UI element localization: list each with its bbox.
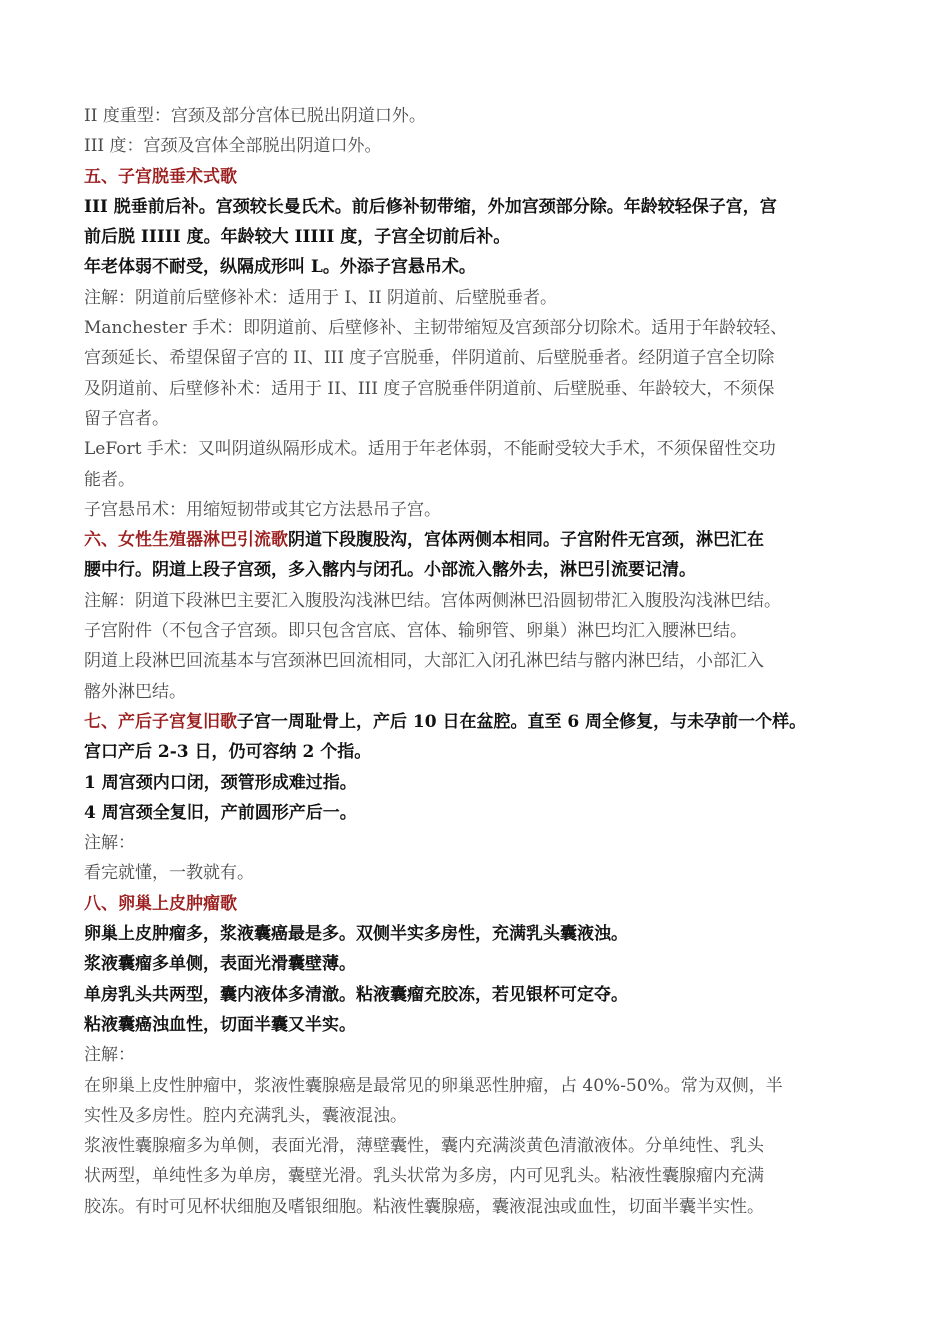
note-line: 子宫附件（不包含子宫颈。即只包含宫底、宫体、输卵管、卵巢）淋巴均汇入腰淋巴结。 xyxy=(84,621,747,642)
note-line: 阴道上段淋巴回流基本与宫颈淋巴回流相同，大部汇入闭孔淋巴结与髂内淋巴结，小部汇入 xyxy=(84,651,764,672)
note-line: III 度：宫颈及宫体全部脱出阴道口外。 xyxy=(84,136,382,157)
section-heading: 七、产后子宫复旧歌 xyxy=(84,711,237,732)
verse-line: 卵巢上皮肿瘤多，浆液囊癌最是多。双侧半实多房性，充满乳头囊液浊。 xyxy=(84,924,628,945)
note-line: 实性及多房性。腔内充满乳头，囊液混浊。 xyxy=(84,1105,407,1126)
verse-line: III 脱垂前后补。宫颈较长曼氏术。前后修补韧带缩，外加宫颈部分除。年龄较轻保子宫，宫 xyxy=(84,196,777,217)
note-line: 浆液性囊腺瘤多为单侧，表面光滑，薄壁囊性，囊内充满淡黄色清澈液体。分单纯性、乳头 xyxy=(84,1136,764,1157)
note-line: 注解：阴道下段淋巴主要汇入腹股沟浅淋巴结。宫体两侧淋巴沿圆韧带汇入腹股沟浅淋巴结。 xyxy=(84,590,781,611)
section-heading: 六、女性生殖器淋巴引流歌 xyxy=(84,530,288,551)
verse-line: 宫口产后 2-3 日，仍可容纳 2 个指。 xyxy=(84,742,372,763)
note-line: 状两型，单纯性多为单房，囊壁光滑。乳头状常为多房，内可见乳头。粘液性囊腺瘤内充满 xyxy=(84,1166,764,1187)
section-heading-line xyxy=(84,707,884,737)
verse-line: 1 周宫颈内口闭，颈管形成难过指。 xyxy=(84,772,357,793)
section-heading: 八、卵巢上皮肿瘤歌 xyxy=(84,893,237,914)
note-line: 看完就懂，一教就有。 xyxy=(84,863,254,884)
verse-line: 前后脱 IIIII 度。年龄较大 IIIII 度，子宫全切前后补。 xyxy=(84,227,511,248)
section-heading-line xyxy=(84,889,884,919)
note-line: 注解： xyxy=(84,1045,135,1066)
verse-text: 子宫一周耻骨上，产后 10 日在盆腔。直至 6 周全修复，与未孕前一个样。 xyxy=(237,711,807,732)
note-line: 及阴道前、后壁修补术：适用于 II、III 度子宫脱垂伴阴道前、后壁脱垂、年龄较大，不须保 xyxy=(84,378,775,399)
verse-line: 4 周宫颈全复旧，产前圆形产后一。 xyxy=(84,802,357,823)
note-line: 能者。 xyxy=(84,469,135,490)
note-line: 髂外淋巴结。 xyxy=(84,681,186,702)
verse-line: 年老体弱不耐受，纵隔成形叫 L。外添子宫悬吊术。 xyxy=(84,257,476,278)
note-line: II 度重型：宫颈及部分宫体已脱出阴道口外。 xyxy=(84,106,426,126)
verse-line: 腰中行。阴道上段子宫颈，多入髂内与闭孔。小部流入髂外去，淋巴引流要记清。 xyxy=(84,560,696,581)
document-page xyxy=(84,101,884,1222)
verse-line: 单房乳头共两型，囊内液体多清澈。粘液囊瘤充胶冻，若见银杯可定夺。 xyxy=(84,984,628,1005)
section-heading-line xyxy=(84,525,884,555)
verse-line: 浆液囊瘤多单侧，表面光滑囊壁薄。 xyxy=(84,954,356,975)
note-line: 留子宫者。 xyxy=(84,408,169,429)
verse-line: 粘液囊癌浊血性，切面半囊又半实。 xyxy=(84,1014,356,1035)
note-line: 宫颈延长、希望保留子宫的 II、III 度子宫脱垂，伴阴道前、后壁脱垂者。经阴道子宫全切除 xyxy=(84,348,775,369)
verse-text: 阴道下段腹股沟，宫体两侧本相同。子宫附件无宫颈，淋巴汇在 xyxy=(288,530,764,551)
section-heading: 五、子宫脱垂术式歌 xyxy=(84,166,237,187)
note-line: 注解： xyxy=(84,833,135,854)
note-line: 子宫悬吊术：用缩短韧带或其它方法悬吊子宫。 xyxy=(84,499,441,520)
note-line: 在卵巢上皮性肿瘤中，浆液性囊腺癌是最常见的卵巢恶性肿瘤，占 40%-50%。常为双侧，半 xyxy=(84,1075,783,1096)
note-line: 注解：阴道前后壁修补术：适用于 I、II 阴道前、后壁脱垂者。 xyxy=(84,287,557,308)
note-line: LeFort 手术：又叫阴道纵隔形成术。适用于年老体弱，不能耐受较大手术，不须保留性交功 xyxy=(84,439,776,460)
note-line: Manchester 手术：即阴道前、后壁修补、主韧带缩短及宫颈部分切除术。适用于年龄较轻、 xyxy=(84,318,788,339)
note-line: 胶冻。有时可见杯状细胞及嗜银细胞。粘液性囊腺癌，囊液混浊或血性，切面半囊半实性。 xyxy=(84,1196,764,1217)
section-heading-line xyxy=(84,162,884,192)
